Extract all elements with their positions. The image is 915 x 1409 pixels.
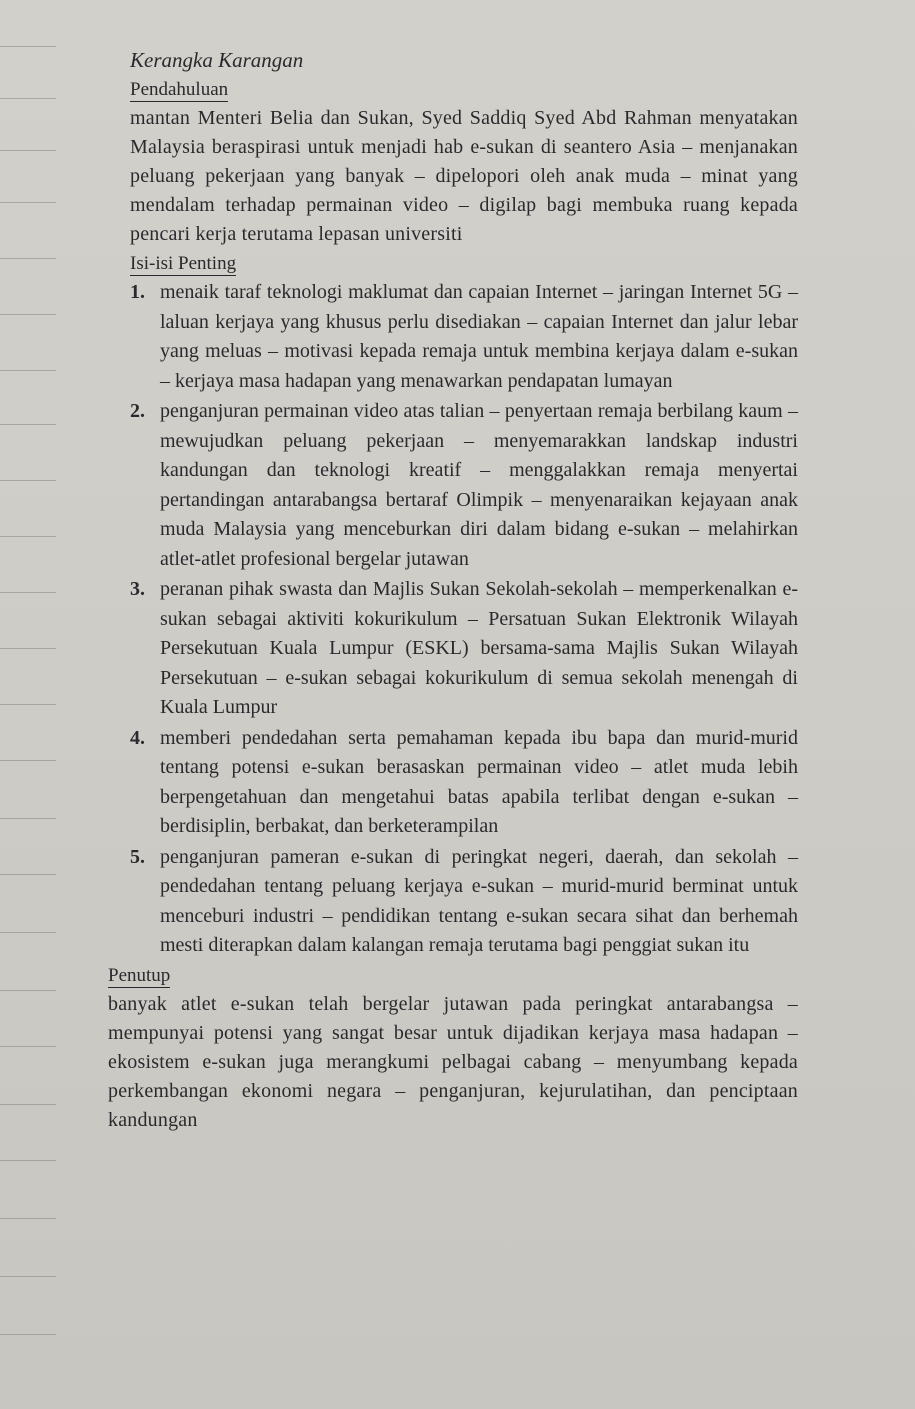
point-item [130,843,798,961]
point-number: 2. [130,400,145,422]
point-item [130,575,798,723]
intro-paragraph: mantan Menteri Belia dan Sukan, Syed Saddiq Syed Abd Rahman menyatakan Malaysia beraspirasi untuk menjadi hab e-sukan di seantero Asia – menjanakan peluang pekerjaan yang banyak – dipelopori oleh anak muda – minat yang mendalam terhadap permainan video – digilap bagi membuka ruang kepada pencari kerja terutama lepasan universiti [130,107,798,245]
main-points-heading: Isi-isi Penting [130,253,237,274]
document-title: Kerangka Karangan [130,48,304,72]
point-number: 3. [130,578,145,600]
point-text: memberi pendedahan serta pemahaman kepada ibu bapa dan murid-murid tentang potensi e-sukan berasaskan permainan video – atlet muda lebih berpengetahuan dan mengetahui batas apabila terlibat dengan e-sukan – berdisiplin, berbakat, dan berketerampilan [160,726,798,837]
point-text: penganjuran pameran e-sukan di peringkat negeri, daerah, dan sekolah – pendedahan tentang peluang kerjaya e-sukan – murid-murid berminat untuk menceburi industri – pendidikan tentang e-sukan secara sihat dan berhemah mesti diterapkan dalam kalangan remaja terutama bagi penggiat sukan itu [160,845,798,956]
point-number: 1. [130,281,145,303]
point-number: 5. [130,845,145,868]
point-text: penganjuran permainan video atas talian – penyertaan remaja berbilang kaum – mewujudkan peluang pekerjaan – menyemarakkan landskap industri kandungan dan teknologi kreatif – menggalakkan remaja menyertai pertandingan antarabangsa bertaraf Olimpik – menyenaraikan kejayaan anak muda Malaysia yang menceburkan diri dalam bidang e-sukan – melahirkan atlet-atlet profesional bergelar jutawan [160,400,798,570]
ruled-margin-lines [0,0,60,1409]
point-text: peranan pihak swasta dan Majlis Sukan Sekolah-sekolah – memperkenalkan e-sukan sebagai aktiviti kokurikulum – Persatuan Sukan Elektronik Wilayah Persekutuan Kuala Lumpur (ESKL) bersama-sama Majlis Sukan Wilayah Persekutuan – e-sukan sebagai kokurikulum di semua sekolah menengah di Kuala Lumpur [160,578,798,718]
closing-paragraph: banyak atlet e-sukan telah bergelar jutawan pada peringkat antarabangsa – mempunyai potensi yang sangat besar untuk dijadikan kerjaya masa hadapan – ekosistem e-sukan juga merangkumi pelbagai cabang – menyumbang kepada perkembangan ekonomi negara – penganjuran, kejurulatihan, dan penciptaan kandungan [108,992,798,1131]
point-item [130,397,798,574]
main-points-list [130,278,798,961]
point-number: 4. [130,726,145,749]
point-item [130,724,798,842]
closing-heading: Penutup [108,964,171,986]
intro-heading: Pendahuluan [130,79,229,100]
point-text: menaik taraf teknologi maklumat dan capaian Internet – jaringan Internet 5G – laluan kerjaya yang khusus perlu disediakan – capaian Internet dan jalur lebar yang meluas – motivasi kepada remaja untuk membina kerjaya dalam e-sukan – kerjaya masa hadapan yang menawarkan pendapatan lumayan [160,281,798,392]
point-item [130,278,798,396]
document-content [108,48,798,1139]
